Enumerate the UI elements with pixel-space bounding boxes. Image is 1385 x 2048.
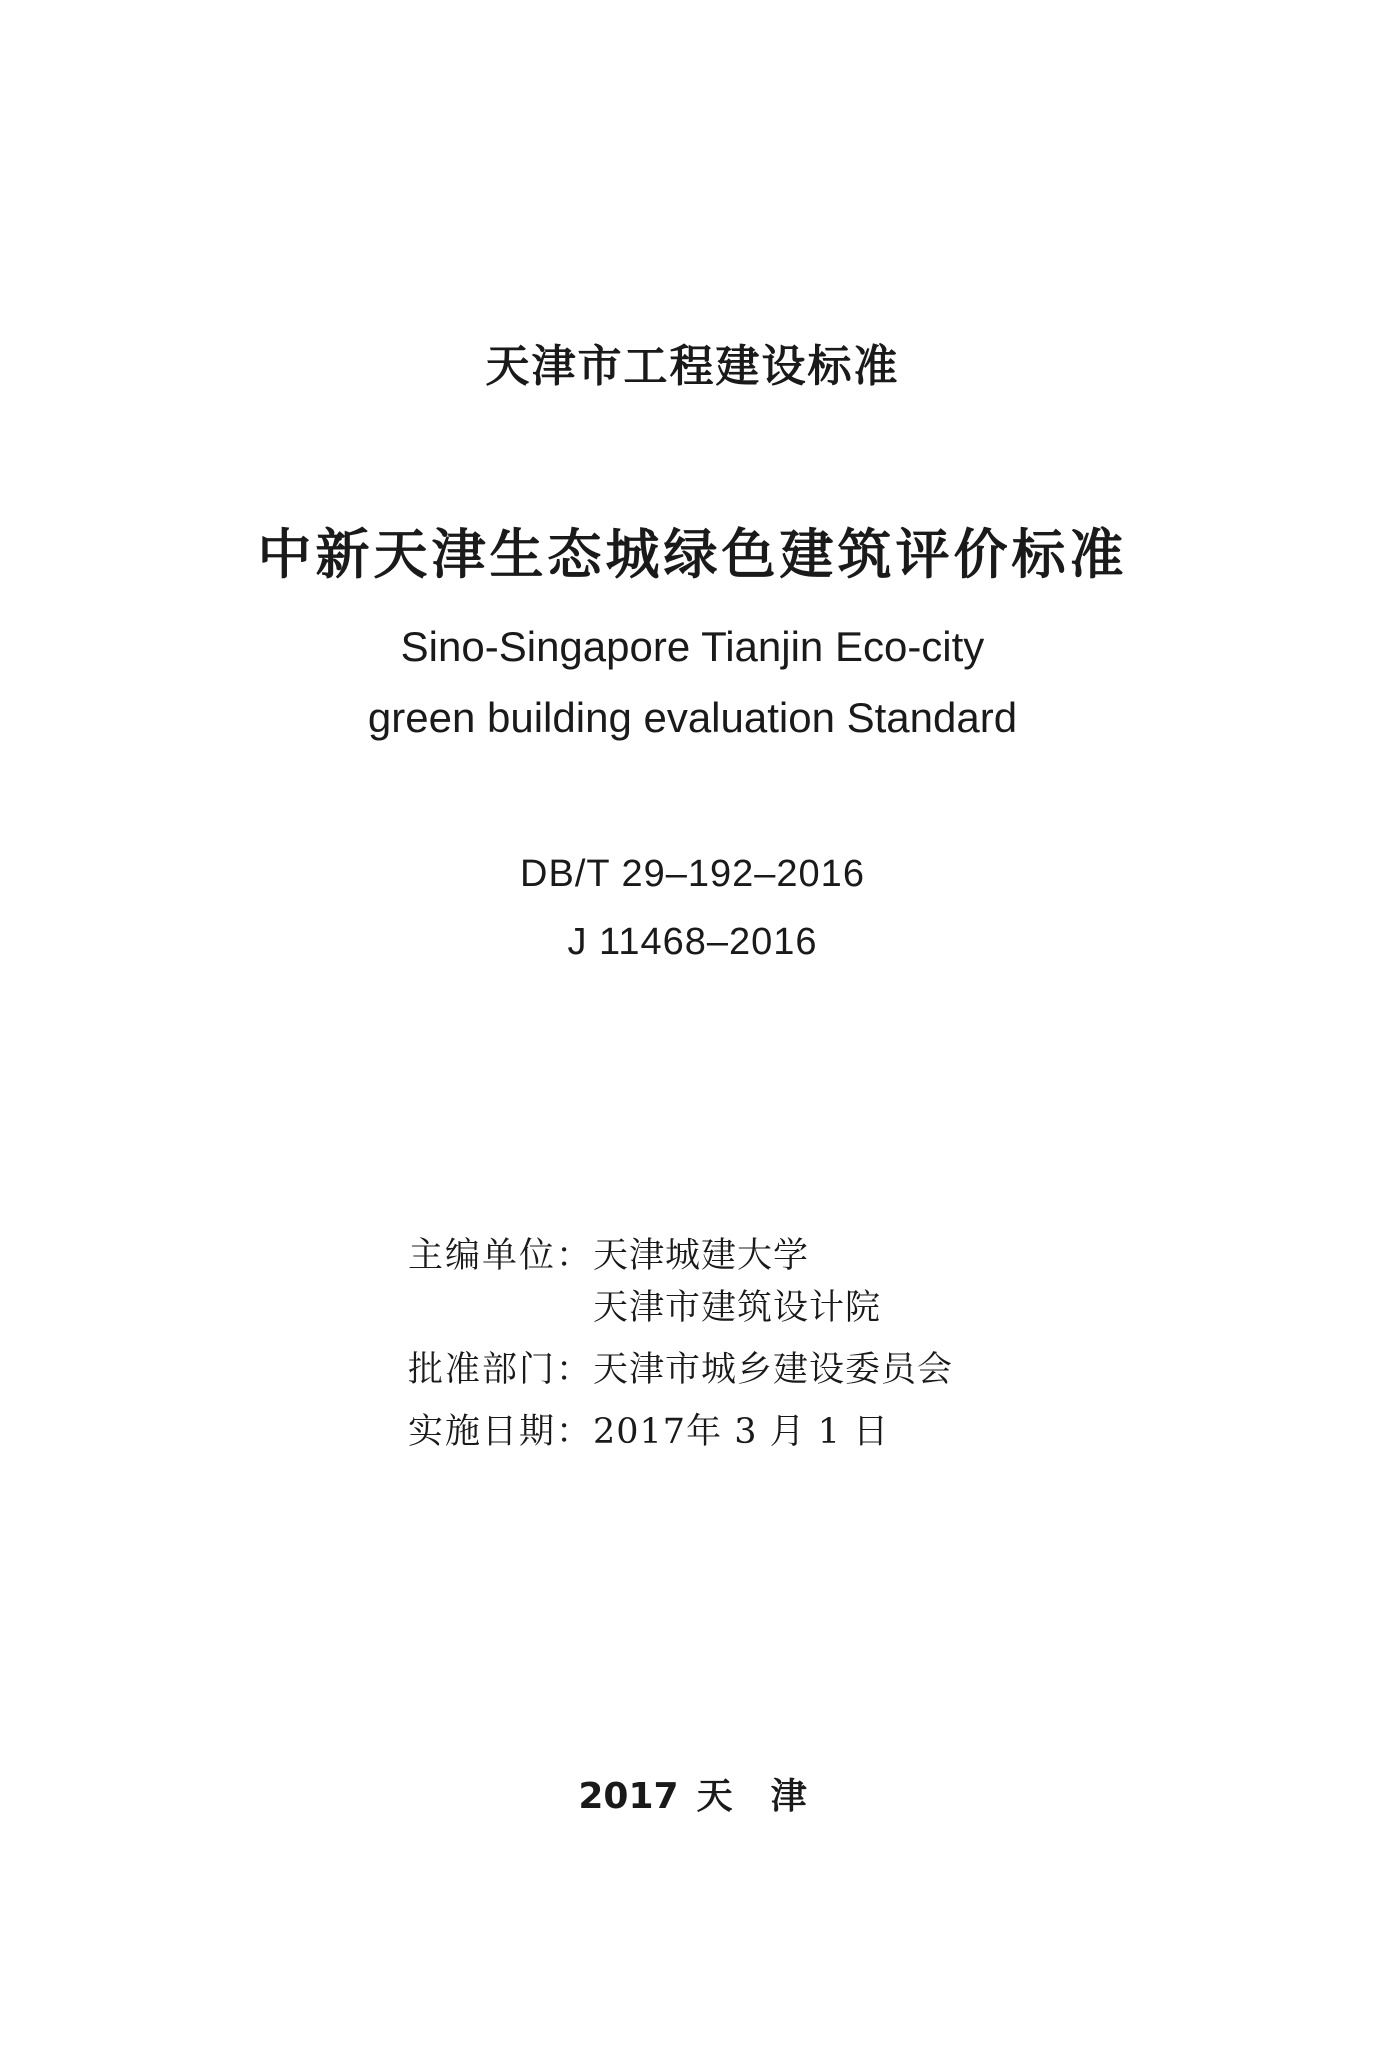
series-title: 天津市工程建设标准 xyxy=(485,341,900,392)
footer-city-char1: 天 xyxy=(696,1776,733,1817)
approver-value: 天津市城乡建设委员会 xyxy=(593,1350,954,1390)
editor-label: 主编单位： xyxy=(408,1236,594,1276)
editor-values xyxy=(593,1230,881,1334)
footer-imprint xyxy=(0,1768,1385,1819)
date-label: 实施日期： xyxy=(408,1412,594,1452)
date-value: 2017年 3 月 1 日 xyxy=(593,1412,890,1452)
record-number: J 11468–2016 xyxy=(567,921,818,963)
footer-city-char2: 津 xyxy=(770,1776,807,1817)
document-title-english-line2: green building evaluation Standard xyxy=(367,694,1018,741)
date-row xyxy=(408,1406,953,1458)
document-title-english-line1: Sino-Singapore Tianjin Eco-city xyxy=(400,623,985,670)
editor-value-1: 天津城建大学 xyxy=(593,1236,810,1276)
document-title-chinese: 中新天津生态城绿色建筑评价标准 xyxy=(257,523,1128,586)
standard-number: DB/T 29–192–2016 xyxy=(520,853,865,895)
approver-row xyxy=(408,1344,953,1396)
editor-row xyxy=(408,1230,953,1334)
publication-info xyxy=(408,1230,953,1458)
approver-label: 批准部门： xyxy=(408,1350,594,1390)
date-values xyxy=(593,1406,889,1458)
approver-values xyxy=(593,1344,953,1396)
editor-value-2: 天津市建筑设计院 xyxy=(593,1288,882,1328)
footer-year: 2017 xyxy=(578,1776,679,1817)
